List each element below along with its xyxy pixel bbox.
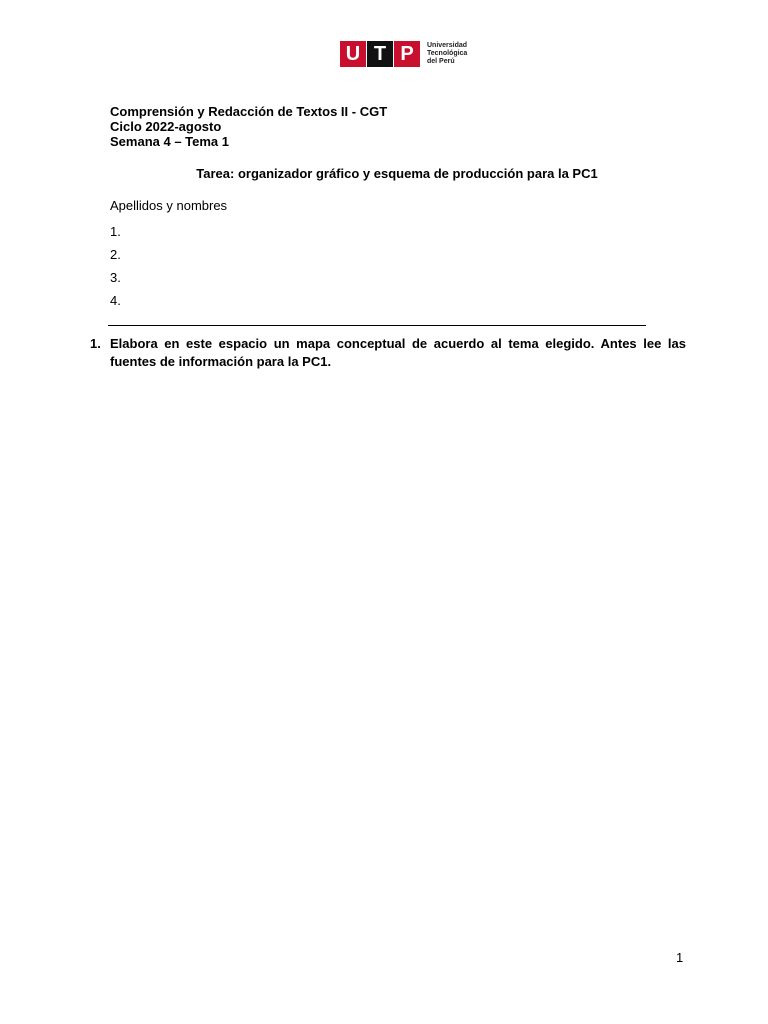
cycle-label: Ciclo 2022-agosto (110, 119, 222, 134)
separator-line (108, 325, 646, 326)
name-entry-1: 1. (110, 224, 121, 239)
logo-line-2: Tecnológica (427, 50, 468, 57)
logo-letter-p: P (394, 41, 420, 67)
names-list (110, 220, 121, 312)
page-number: 1 (676, 950, 684, 965)
logo-letter-t: T (367, 41, 393, 67)
names-label: Apellidos y nombres (110, 198, 228, 213)
question-number: 1. (90, 336, 101, 351)
task-title (0, 166, 768, 181)
task-title-text: Tarea: organizador gráfico y esquema de producción para la PC1 (196, 166, 598, 181)
document-header (110, 104, 387, 149)
question-1 (90, 335, 686, 371)
logo-university-name (427, 42, 467, 66)
name-entry-4: 4. (110, 293, 121, 308)
logo-line-3: del Perú (427, 58, 455, 65)
logo-letter-u: U (340, 41, 366, 67)
name-entry-2: 2. (110, 247, 121, 262)
logo-line-1: Universidad (427, 42, 468, 49)
week-topic: Semana 4 – Tema 1 (110, 134, 229, 149)
utp-logo (340, 40, 467, 68)
course-name: Comprensión y Redacción de Textos II - CGT (110, 104, 388, 119)
question-text: Elabora en este espacio un mapa conceptual de acuerdo al tema elegido. Antes lee las fuentes de información para la PC1. (110, 336, 686, 369)
name-entry-3: 3. (110, 270, 121, 285)
